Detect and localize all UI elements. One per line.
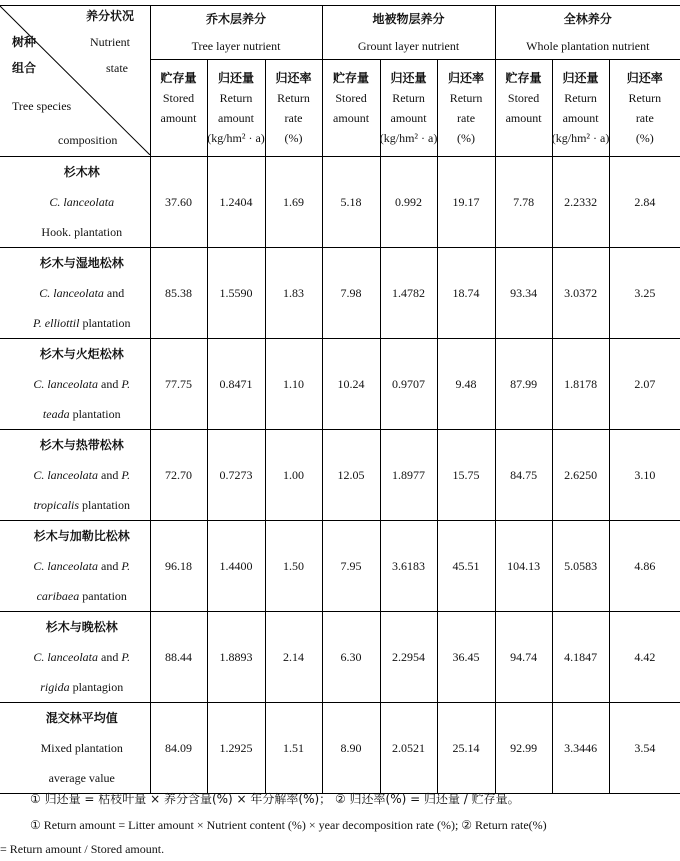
table-row	[0, 703, 680, 794]
value-cell: 1.5590	[207, 248, 265, 339]
species-cell: 杉木林 C. lanceolata Hook. plantation	[0, 157, 150, 248]
group-whole-plantation-cn: 全林养分	[495, 6, 680, 32]
value-cell: 15.75	[437, 430, 495, 521]
value-cell: 1.8178	[552, 339, 609, 430]
ground-unit-pct: (%)	[457, 131, 476, 145]
value-cell: 1.2925	[207, 703, 265, 794]
value-cell: 0.992	[380, 157, 437, 248]
corner-state-en: state	[106, 61, 128, 75]
whole-stored-header: 贮存量 Stored amount	[495, 60, 552, 157]
value-cell: 5.18	[322, 157, 380, 248]
value-cell: 84.75	[495, 430, 552, 521]
value-cell: 87.99	[495, 339, 552, 430]
corner-tree-species-en: Tree species	[12, 99, 72, 113]
tree-stored-header: 贮存量 Stored amount	[150, 60, 207, 157]
value-cell: 5.0583	[552, 521, 609, 612]
value-cell: 1.83	[265, 248, 322, 339]
tree-rate-header: 归还率 Return rate (%)	[265, 60, 322, 157]
corner-composition-en: composition	[58, 133, 118, 147]
note-english-1: ① Return amount = Litter amount × Nutrient content (%) × year decomposition rate (%); ② Return rate(%)	[30, 818, 547, 832]
value-cell: 6.30	[322, 612, 380, 703]
value-cell: 18.74	[437, 248, 495, 339]
value-cell: 4.1847	[552, 612, 609, 703]
header-row-1	[0, 6, 680, 32]
value-cell: 1.00	[265, 430, 322, 521]
value-cell: 92.99	[495, 703, 552, 794]
whole-unit-pct: (%)	[635, 131, 654, 145]
value-cell: 77.75	[150, 339, 207, 430]
table-row	[0, 339, 680, 430]
value-cell: 96.18	[150, 521, 207, 612]
value-cell: 9.48	[437, 339, 495, 430]
species-cell: 杉木与热带松林 C. lanceolata and P. tropicalis plantation	[0, 430, 150, 521]
value-cell: 1.10	[265, 339, 322, 430]
value-cell: 0.9707	[380, 339, 437, 430]
value-cell: 3.0372	[552, 248, 609, 339]
ground-stored-header: 贮存量 Stored amount	[322, 60, 380, 157]
value-cell: 8.90	[322, 703, 380, 794]
whole-return-header: 归还量 Return amount (kg/hm² · a)	[552, 60, 609, 157]
value-cell: 1.8977	[380, 430, 437, 521]
corner-combination-cn: 组合	[12, 61, 37, 75]
value-cell: 88.44	[150, 612, 207, 703]
tree-return-header: 归还量 Return amount (kg/hm² · a)	[207, 60, 265, 157]
group-whole-plantation-en: Whole plantation nutrient	[495, 32, 680, 60]
value-cell: 3.3446	[552, 703, 609, 794]
tree-unit-pct: (%)	[284, 131, 303, 145]
value-cell: 37.60	[150, 157, 207, 248]
corner-nutrient-status-cn: 养分状况	[86, 9, 135, 23]
value-cell: 3.10	[609, 430, 680, 521]
value-cell: 3.25	[609, 248, 680, 339]
value-cell: 7.98	[322, 248, 380, 339]
species-cell: 混交林平均值 Mixed plantation average value	[0, 703, 150, 794]
corner-nutrient-en: Nutrient	[90, 35, 130, 49]
value-cell: 3.6183	[380, 521, 437, 612]
value-cell: 1.51	[265, 703, 322, 794]
ground-return-header: 归还量 Return amount (kg/hm² · a)	[380, 60, 437, 157]
value-cell: 2.0521	[380, 703, 437, 794]
value-cell: 12.05	[322, 430, 380, 521]
value-cell: 94.74	[495, 612, 552, 703]
value-cell: 7.78	[495, 157, 552, 248]
value-cell: 3.54	[609, 703, 680, 794]
value-cell: 2.2954	[380, 612, 437, 703]
whole-unit-kg: (kg/hm² · a)	[551, 131, 610, 145]
nutrient-table	[0, 6, 680, 794]
value-cell: 45.51	[437, 521, 495, 612]
value-cell: 104.13	[495, 521, 552, 612]
corner-species-cn: 树种	[12, 35, 37, 49]
value-cell: 1.4782	[380, 248, 437, 339]
value-cell: 2.07	[609, 339, 680, 430]
species-cell: 杉木与加勒比松林 C. lanceolata and P. caribaea pantation	[0, 521, 150, 612]
ground-rate-header: 归还率 Return rate (%)	[437, 60, 495, 157]
value-cell: 1.8893	[207, 612, 265, 703]
group-ground-layer-en: Grount layer nutrient	[322, 32, 495, 60]
value-cell: 10.24	[322, 339, 380, 430]
group-ground-layer-cn: 地被物层养分	[322, 6, 495, 32]
value-cell: 1.69	[265, 157, 322, 248]
value-cell: 0.8471	[207, 339, 265, 430]
table-row	[0, 612, 680, 703]
value-cell: 2.6250	[552, 430, 609, 521]
value-cell: 85.38	[150, 248, 207, 339]
value-cell: 4.86	[609, 521, 680, 612]
value-cell: 36.45	[437, 612, 495, 703]
value-cell: 1.50	[265, 521, 322, 612]
note-chinese: ① 归还量 = 枯枝叶量 × 养分含量(%) × 年分解率(%)； ② 归还率(%) = 归还量 / 贮存量。	[30, 792, 520, 806]
ground-unit-kg: (kg/hm² · a)	[379, 131, 438, 145]
value-cell: 1.4400	[207, 521, 265, 612]
header-corner	[0, 6, 150, 157]
group-tree-layer-en: Tree layer nutrient	[150, 32, 322, 60]
whole-rate-header: 归还率 Return rate (%)	[609, 60, 680, 157]
table-row	[0, 157, 680, 248]
species-cell: 杉木与晚松林 C. lanceolata and P. rigida plantagion	[0, 612, 150, 703]
value-cell: 1.2404	[207, 157, 265, 248]
value-cell: 0.7273	[207, 430, 265, 521]
note-english-2: = Return amount / Stored amount.	[0, 842, 165, 856]
value-cell: 19.17	[437, 157, 495, 248]
table-row	[0, 430, 680, 521]
value-cell: 2.84	[609, 157, 680, 248]
value-cell: 84.09	[150, 703, 207, 794]
group-tree-layer-cn: 乔木层养分	[150, 6, 322, 32]
value-cell: 7.95	[322, 521, 380, 612]
value-cell: 25.14	[437, 703, 495, 794]
value-cell: 4.42	[609, 612, 680, 703]
value-cell: 93.34	[495, 248, 552, 339]
value-cell: 2.2332	[552, 157, 609, 248]
table-row	[0, 521, 680, 612]
value-cell: 72.70	[150, 430, 207, 521]
value-cell: 2.14	[265, 612, 322, 703]
species-cell: 杉木与湿地松林 C. lanceolata and P. elliottil plantation	[0, 248, 150, 339]
table-row	[0, 248, 680, 339]
tree-unit-kg: (kg/hm² · a)	[207, 131, 265, 145]
species-cell: 杉木与火炬松林 C. lanceolata and P. teada plantation	[0, 339, 150, 430]
